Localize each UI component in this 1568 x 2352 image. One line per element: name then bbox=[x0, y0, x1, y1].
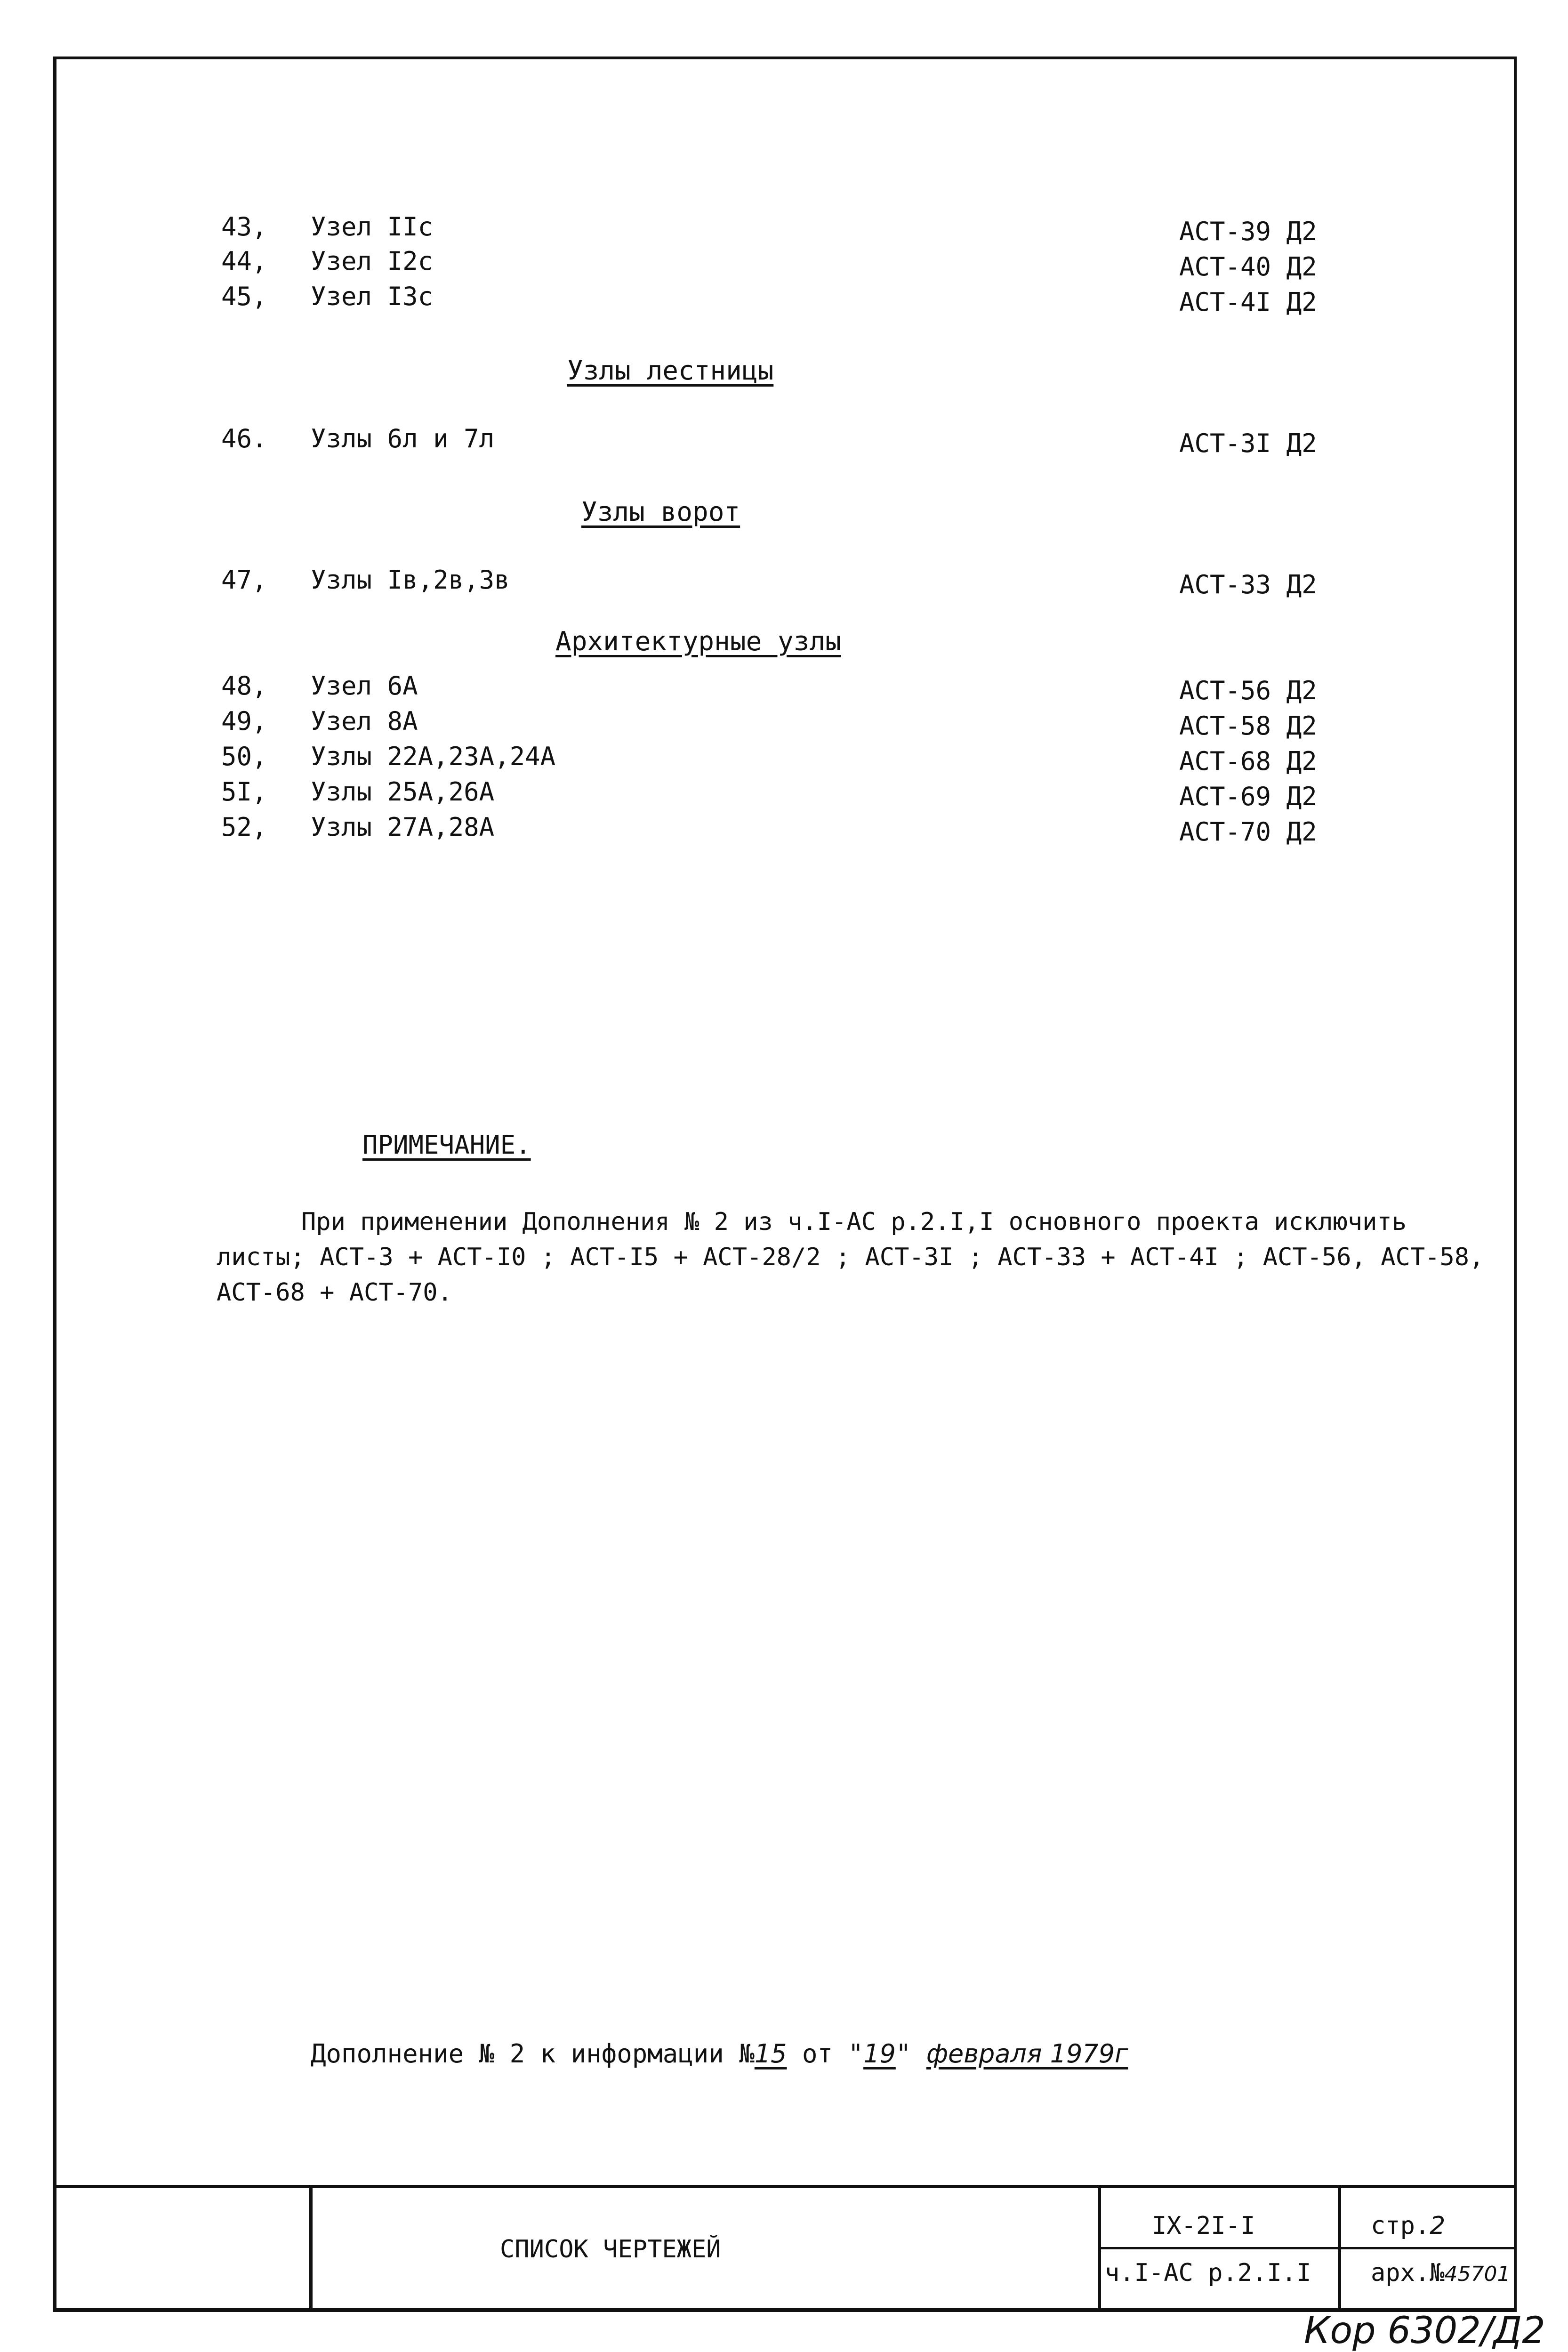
item-number: 44, bbox=[221, 246, 267, 276]
item-number: 49, bbox=[221, 706, 267, 736]
item-number: 5I, bbox=[221, 777, 267, 807]
item-name: Узлы 22А,23А,24А bbox=[311, 742, 556, 771]
item-code: АСТ-33 Д2 bbox=[1179, 570, 1317, 599]
item-name: Узлы 6л и 7л bbox=[311, 424, 495, 453]
item-number: 43, bbox=[221, 212, 267, 242]
item-code: АСТ-56 Д2 bbox=[1179, 676, 1317, 705]
supplement-prefix: Дополнение № 2 к информации № bbox=[311, 2039, 755, 2069]
item-code: АСТ-40 Д2 bbox=[1179, 252, 1317, 282]
handwritten-archive-note: Кор 6302/Д2 bbox=[1304, 2310, 1545, 2352]
section-heading-stairs: Узлы лестницы bbox=[567, 356, 774, 386]
item-number: 48, bbox=[221, 671, 267, 701]
item-name: Узел IIс bbox=[311, 212, 434, 242]
item-number: 46. bbox=[221, 424, 267, 453]
item-code: АСТ-39 Д2 bbox=[1179, 217, 1317, 246]
item-number: 50, bbox=[221, 742, 267, 771]
title-block bbox=[53, 2185, 1517, 2312]
supplement-line bbox=[311, 2039, 1128, 2069]
item-name: Узел 8А bbox=[311, 706, 418, 736]
section-code: ч.I-АС р.2.I.I bbox=[1105, 2259, 1311, 2287]
supplement-from: от " bbox=[787, 2039, 864, 2069]
item-code: АСТ-58 Д2 bbox=[1179, 711, 1317, 741]
item-number: 52, bbox=[221, 812, 267, 842]
archive-number bbox=[1371, 2259, 1511, 2287]
supplement-day: 19 bbox=[863, 2039, 896, 2069]
item-code: АСТ-3I Д2 bbox=[1179, 428, 1317, 458]
item-name: Узел I2с bbox=[311, 246, 434, 276]
item-code: АСТ-70 Д2 bbox=[1179, 817, 1317, 847]
section-heading-architectural: Архитектурные узлы bbox=[555, 626, 841, 657]
note-line: листы; АСТ-3 + АСТ-I0 ; АСТ-I5 + АСТ-28/2 ; АСТ-3I ; АСТ-33 + АСТ-4I ; АСТ-56, АСТ-58, bbox=[217, 1243, 1484, 1271]
item-name: Узлы 27А,28А bbox=[311, 812, 495, 842]
drawing-list-title: СПИСОК ЧЕРТЕЖЕЙ bbox=[500, 2235, 721, 2263]
supplement-number: 15 bbox=[754, 2039, 787, 2069]
section-heading-gates: Узлы ворот bbox=[581, 497, 740, 527]
title-block-row-divider bbox=[1098, 2247, 1517, 2249]
item-code: АСТ-4I Д2 bbox=[1179, 287, 1317, 317]
supplement-mid: " bbox=[895, 2039, 926, 2069]
page-value: 2 bbox=[1430, 2212, 1446, 2240]
archive-value: 45701 bbox=[1444, 2262, 1511, 2286]
note-line: При применении Дополнения № 2 из ч.I-АС р.2.I,I основного проекта исключить bbox=[301, 1208, 1407, 1236]
page-frame bbox=[53, 57, 1517, 2312]
item-number: 47, bbox=[221, 565, 267, 595]
item-code: АСТ-68 Д2 bbox=[1179, 746, 1317, 776]
series-code: IX-2I-I bbox=[1152, 2212, 1255, 2240]
item-number: 45, bbox=[221, 282, 267, 311]
item-name: Узел 6А bbox=[311, 671, 418, 701]
page-number bbox=[1371, 2212, 1445, 2240]
note-heading: ПРИМЕЧАНИЕ. bbox=[362, 1130, 531, 1160]
supplement-date: февраля 1979г bbox=[926, 2039, 1128, 2069]
archive-label: арх.№ bbox=[1371, 2259, 1445, 2287]
item-name: Узел I3с bbox=[311, 282, 434, 311]
item-name: Узлы 25А,26А bbox=[311, 777, 495, 807]
note-line: АСТ-68 + АСТ-70. bbox=[217, 1278, 452, 1307]
item-name: Узлы Iв,2в,3в bbox=[311, 565, 510, 595]
page-label: стр. bbox=[1371, 2212, 1430, 2240]
item-code: АСТ-69 Д2 bbox=[1179, 782, 1317, 811]
title-block-divider bbox=[309, 2188, 313, 2308]
